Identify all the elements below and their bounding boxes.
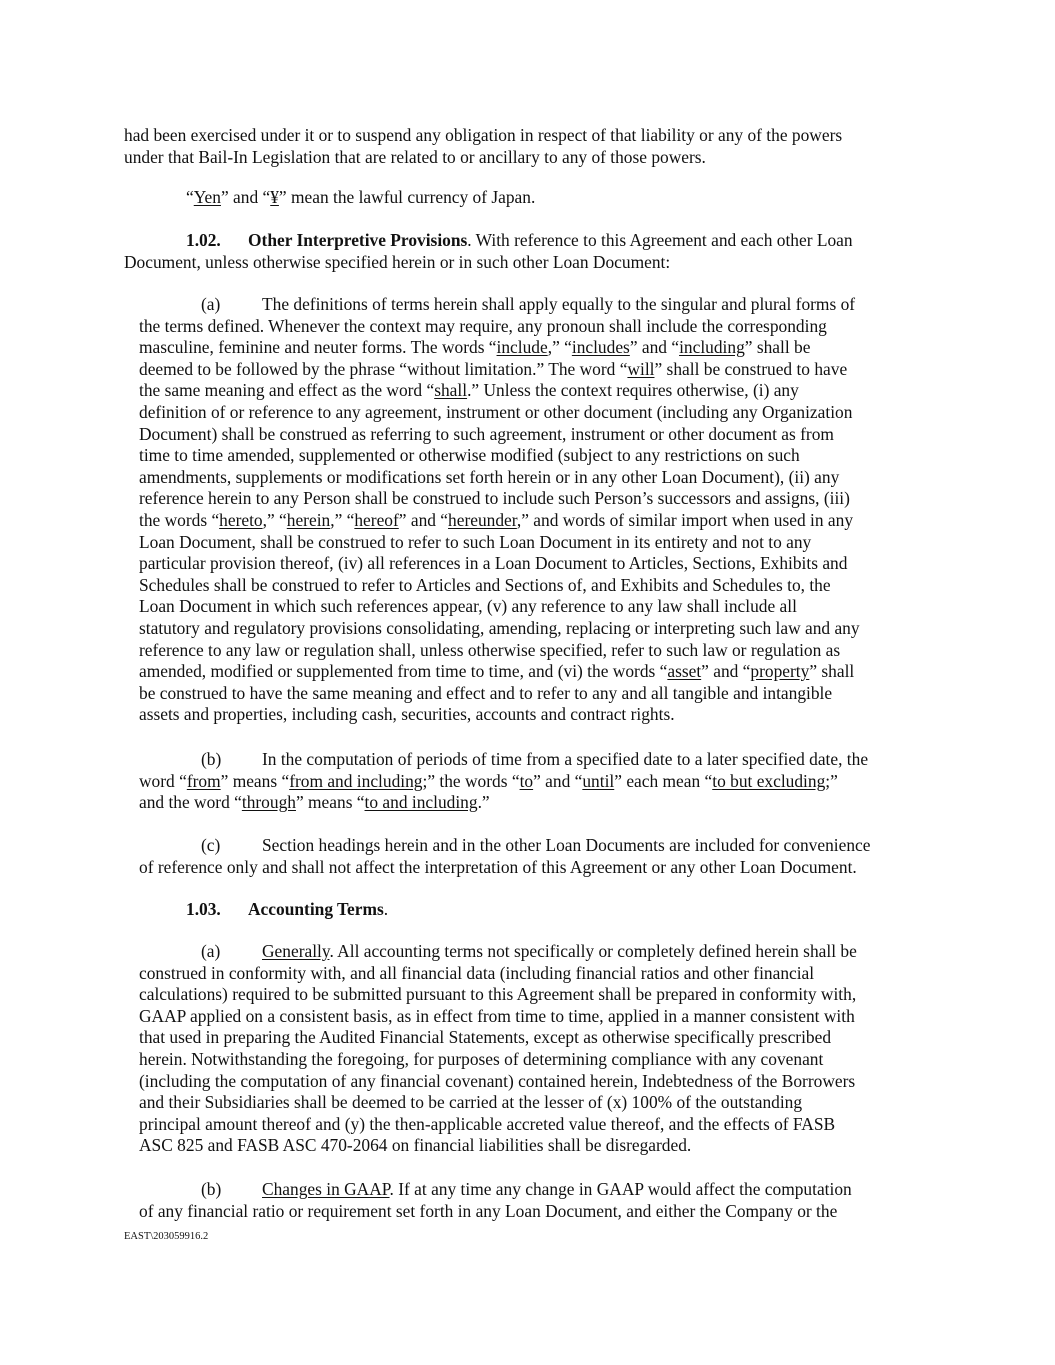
text-line: Document) shall be construed as referring to such agreement, instrument or other document as from xyxy=(139,423,834,444)
paragraph-label: (a) xyxy=(201,941,221,961)
text-line: and their Subsidiaries shall be deemed to be carried at the lesser of (x) 100% of the outstanding xyxy=(139,1092,803,1113)
defined-term-yen: Yen xyxy=(193,187,221,207)
defined-term: until xyxy=(582,770,615,791)
defined-term: include xyxy=(496,337,548,358)
text-fragment: amended, modified or supplemented from time to time, and (vi) the words “ xyxy=(139,661,668,682)
text-line: herein. Notwithstanding the foregoing, for purposes of determining compliance with any covenant xyxy=(139,1048,824,1069)
text-fragment: ” and “ xyxy=(629,337,680,358)
text-line: calculations) required to be submitted pursuant to this Agreement shall be prepared in conformity with, xyxy=(139,984,857,1005)
paragraph-label: (a) xyxy=(201,294,221,314)
text-fragment: the same meaning and effect as the word “ xyxy=(139,380,435,401)
text-fragment: and the word “ xyxy=(139,792,242,813)
paragraph-label: (c) xyxy=(201,835,221,855)
text-fragment: ,” and words of similar import when used in any xyxy=(516,509,854,530)
defined-term: to but excluding xyxy=(712,770,826,791)
section-1-03 xyxy=(186,899,388,921)
text-line: The definitions of terms herein shall apply equally to the singular and plural forms of xyxy=(262,294,856,314)
paragraph-heading: Changes in GAAP xyxy=(262,1179,390,1199)
text-fragment: ;” the words “ xyxy=(422,770,520,791)
text-line: GAAP applied on a consistent basis, as in effect from time to time, applied in a manner consistent with xyxy=(139,1005,855,1026)
defined-term: herein xyxy=(286,509,331,530)
text-line: (including the computation of any financial covenant) contained herein, Indebtedness of the Borrowers xyxy=(139,1070,856,1091)
paragraph-1-02-b xyxy=(139,749,868,814)
paragraph-1-02-a xyxy=(139,294,860,726)
text-fragment: .” xyxy=(477,792,490,813)
text-fragment: “ xyxy=(186,187,194,207)
paragraph-heading: Generally xyxy=(262,941,330,961)
text-fragment: deemed to be followed by the phrase “without limitation.” The word “ xyxy=(139,358,628,379)
text-line: under that Bail-In Legislation that are related to or ancillary to any of those powers. xyxy=(124,146,706,167)
text-fragment: ” means “ xyxy=(220,770,290,791)
section-number: 1.02. xyxy=(186,230,221,250)
text-fragment: . With reference to this Agreement and each other Loan xyxy=(467,230,853,250)
text-line: be construed to have the same meaning and effect and to refer to any and all tangible and intangible xyxy=(139,682,833,703)
section-number: 1.03. xyxy=(186,899,221,919)
text-line: reference herein to any Person shall be construed to include such Person’s successors and assigns, (iii) xyxy=(139,488,850,509)
defined-term: will xyxy=(627,358,655,379)
defined-term: through xyxy=(241,792,296,813)
text-fragment: ,” “ xyxy=(330,509,355,530)
text-line: of any financial ratio or requirement set forth in any Loan Document, and either the Company or the xyxy=(139,1200,838,1221)
text-line: construed in conformity with, and all financial data (including financial ratios and other financial xyxy=(139,962,815,983)
text-fragment: ” mean the lawful currency of Japan. xyxy=(278,187,536,207)
text-fragment: ,” “ xyxy=(262,509,287,530)
defined-term: includes xyxy=(571,337,630,358)
text-line: reference to any law or regulation shall, unless otherwise specified, refer to such law or regulation as xyxy=(139,639,841,660)
text-line: In the computation of periods of time from a specified date to a later specified date, the xyxy=(262,749,869,769)
preamble-paragraph xyxy=(124,125,842,168)
text-line: Loan Document, shall be construed to refer to such Loan Document in its entirety and not to any xyxy=(139,531,812,552)
defined-term: hereto xyxy=(219,509,263,530)
defined-term: hereunder xyxy=(448,509,517,530)
defined-term: shall xyxy=(434,380,468,401)
paragraph-1-03-b xyxy=(124,1179,852,1222)
text-line: statutory and regulatory provisions consolidating, amending, replacing or interpreting such law and any xyxy=(139,617,860,638)
document-id-footer: EAST\203059916.2 xyxy=(124,1231,209,1242)
paragraph-1-03-a xyxy=(139,941,857,1157)
text-line: had been exercised under it or to suspend any obligation in respect of that liability or any of the powers xyxy=(124,125,843,145)
defined-term: from xyxy=(186,770,221,791)
defined-term: from and including xyxy=(289,770,423,791)
text-line: the terms defined. Whenever the context may require, any pronoun shall include the corresponding xyxy=(139,315,827,336)
text-fragment: ” each mean “ xyxy=(614,770,713,791)
text-line: Loan Document in which such references appear, (v) any reference to any law shall include all xyxy=(139,596,797,617)
paragraph-1-02-c xyxy=(139,835,870,878)
section-title: Accounting Terms xyxy=(248,899,384,919)
text-fragment: ” shall be xyxy=(744,337,811,358)
text-fragment: masculine, feminine and neuter forms. The words “ xyxy=(139,337,497,358)
defined-term: property xyxy=(750,661,810,682)
text-line: Section headings herein and in the other Loan Documents are included for convenience xyxy=(262,835,871,855)
text-fragment: ” means “ xyxy=(295,792,365,813)
text-line: amendments, supplements or modifications set forth herein or in any other Loan Document), (ii) any xyxy=(139,466,840,487)
text-line: time to time amended, supplemented or otherwise modified (subject to any restrictions on such xyxy=(139,445,800,466)
yen-definition xyxy=(186,187,535,209)
text-fragment: ” and “ xyxy=(701,661,751,682)
text-line: of reference only and shall not affect the interpretation of this Agreement or any other Loan Document. xyxy=(139,856,857,877)
text-fragment: ” and “ xyxy=(398,509,449,530)
defined-term: asset xyxy=(667,661,702,682)
text-fragment: ” shall be construed to have xyxy=(654,358,848,379)
text-line: definition of or reference to any agreement, instrument or other document (including any Organization xyxy=(139,401,853,422)
text-fragment: .” Unless the context requires otherwise, (i) any xyxy=(467,380,799,401)
text-fragment: ;” xyxy=(825,770,838,791)
text-line: that used in preparing the Audited Financial Statements, except as otherwise specifically prescribed xyxy=(139,1027,832,1048)
text-fragment: ” and “ xyxy=(533,770,583,791)
text-fragment: ” and “ xyxy=(220,187,271,207)
text-line: principal amount thereof and (y) the then-applicable accreted value thereof, and the effects of FASB xyxy=(139,1113,836,1134)
text-fragment: ” shall xyxy=(809,661,855,682)
defined-term-yen-symbol: ¥ xyxy=(270,187,279,207)
section-title: Other Interpretive Provisions xyxy=(248,230,468,250)
text-line: Schedules shall be construed to refer to Articles and Sections of, and Exhibits and Schedules to, the xyxy=(139,574,831,595)
text-fragment: ,” “ xyxy=(547,337,572,358)
text-fragment: the words “ xyxy=(139,509,220,530)
defined-term: to and including xyxy=(364,792,478,813)
text-fragment: . xyxy=(383,899,389,919)
text-fragment: . If at any time any change in GAAP would affect the computation xyxy=(389,1179,852,1199)
text-line: particular provision thereof, (iv) all references in a Loan Document to Articles, Sections, Exhibits and xyxy=(139,553,848,574)
defined-term: to xyxy=(519,770,534,791)
paragraph-label: (b) xyxy=(201,749,222,769)
text-line: ASC 825 and FASB ASC 470-2064 on financial liabilities shall be disregarded. xyxy=(139,1135,692,1156)
text-line: Document, unless otherwise specified herein or in such other Loan Document: xyxy=(124,251,671,272)
section-1-02 xyxy=(124,230,853,273)
paragraph-label: (b) xyxy=(201,1179,222,1199)
defined-term: including xyxy=(679,337,745,358)
text-fragment: . All accounting terms not specifically or completely defined herein shall be xyxy=(329,941,857,961)
text-line: assets and properties, including cash, securities, accounts and contract rights. xyxy=(139,704,675,725)
text-fragment: word “ xyxy=(139,770,187,791)
defined-term: hereof xyxy=(354,509,399,530)
